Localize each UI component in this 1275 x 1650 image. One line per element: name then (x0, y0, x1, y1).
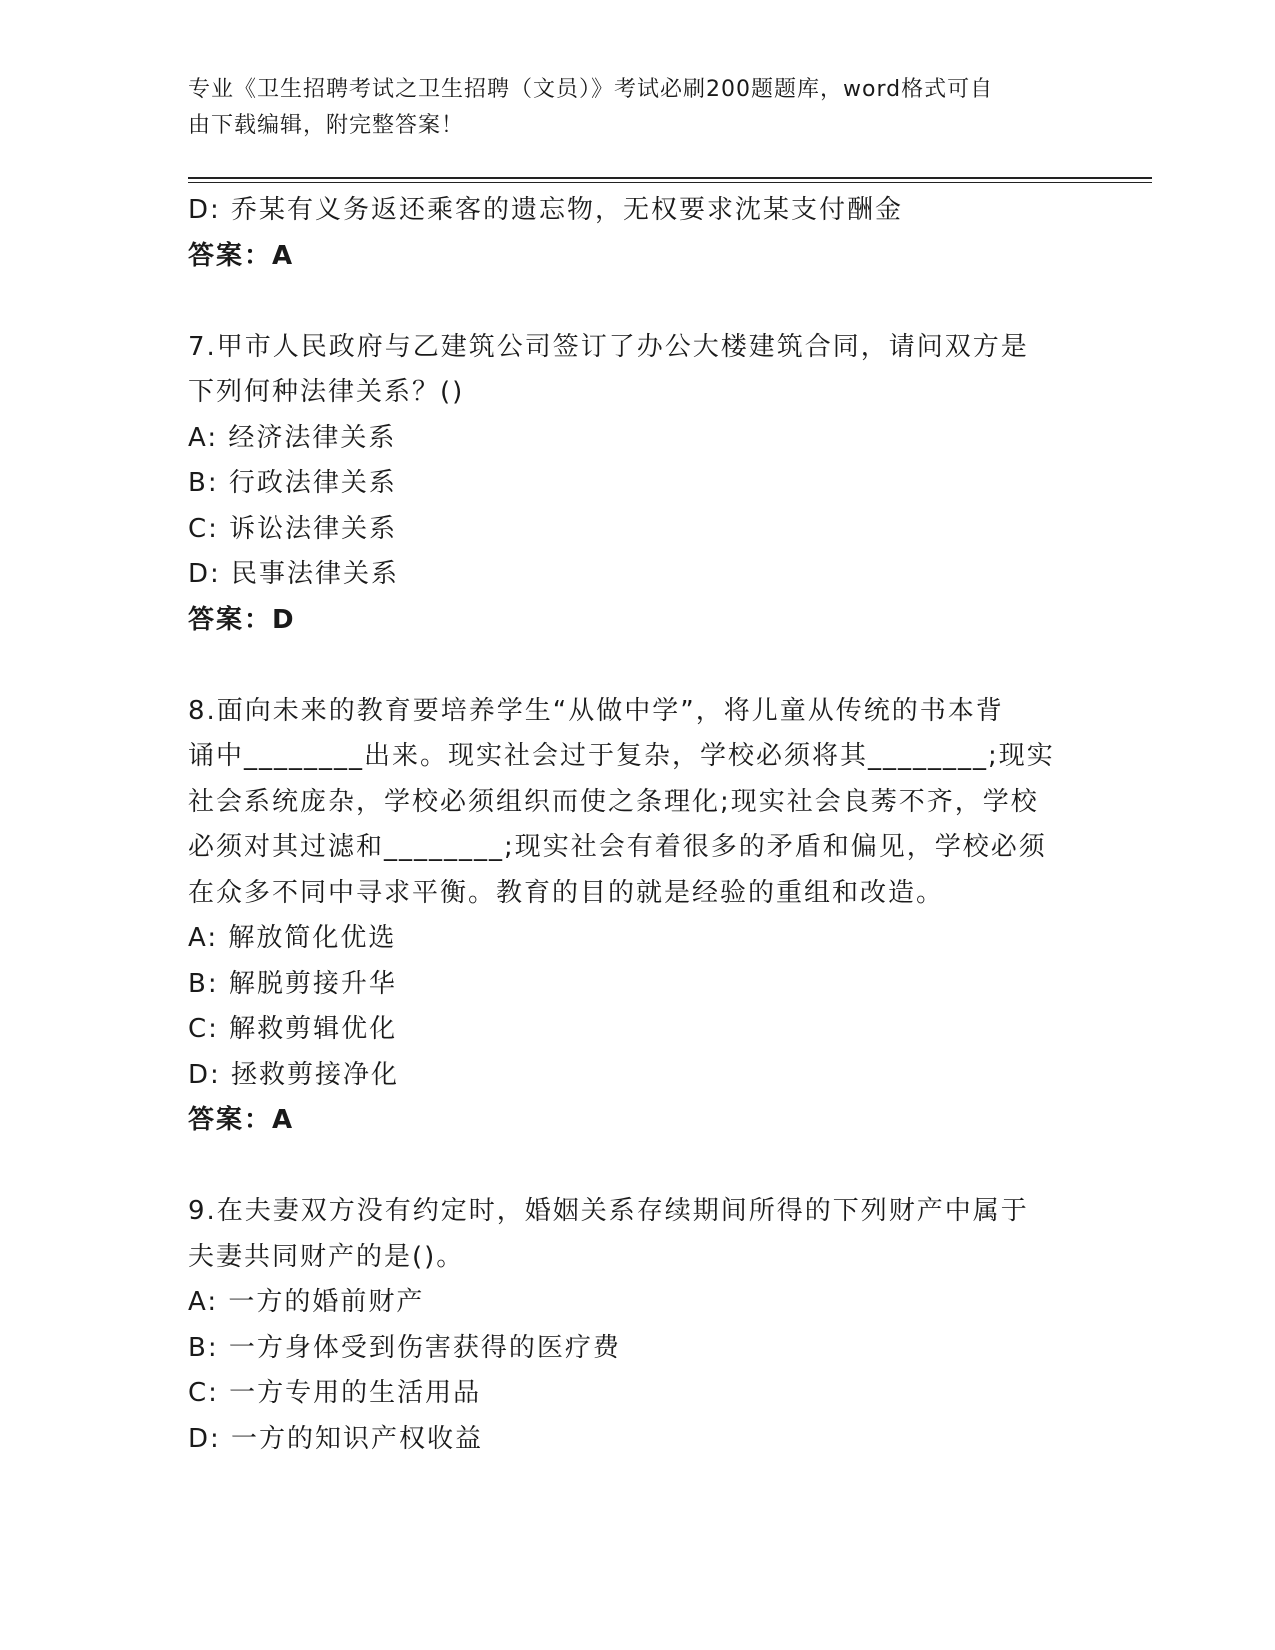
question-stem: 夫妻共同财产的是()。 (188, 1241, 465, 1272)
spacer (188, 643, 1088, 689)
option-d: D: 乔某有义务返还乘客的遗忘物，无权要求沈某支付酬金 (188, 195, 904, 225)
question-stem: 社会系统庞杂，学校必须组织而使之条理化;现实社会良莠不齐，学校 (188, 786, 1039, 817)
document-header (188, 72, 1078, 144)
spacer (188, 1144, 1088, 1190)
option-c: C: 解救剪辑优化 (188, 1014, 398, 1044)
option-c: C: 一方专用的生活用品 (188, 1378, 482, 1408)
option-d: D: 一方的知识产权收益 (188, 1423, 484, 1454)
option-a: A: 一方的婚前财产 (188, 1287, 425, 1317)
answer-line: 答案：D (188, 604, 296, 635)
question-stem: 9.在夫妻双方没有约定时，婚姻关系存续期间所得的下列财产中属于 (188, 1196, 1029, 1226)
answer-line: 答案：A (188, 240, 295, 271)
option-d: D: 拯救剪接净化 (188, 1059, 400, 1090)
question-9 (188, 1189, 1088, 1462)
option-d: D: 民事法律关系 (188, 559, 400, 589)
option-b: B: 行政法律关系 (188, 468, 397, 498)
option-b: B: 一方身体受到伤害获得的医疗费 (188, 1332, 621, 1363)
question-content (188, 188, 1088, 1462)
option-c: C: 诉讼法律关系 (188, 513, 398, 544)
header-line-1: 专业《卫生招聘考试之卫生招聘（文员）》考试必刷200题题库，word格式可自 (188, 77, 994, 102)
spacer (188, 279, 1088, 325)
question-stem: 诵中________出来。现实社会过于复杂，学校必须将其________;现实 (188, 741, 1055, 771)
option-a: A: 经济法律关系 (188, 422, 397, 453)
question-stem: 在众多不同中寻求平衡。教育的目的就是经验的重组和改造。 (188, 877, 945, 908)
option-b: B: 解脱剪接升华 (188, 968, 397, 999)
header-line-2: 由下载编辑，附完整答案！ (188, 113, 465, 138)
question-7 (188, 325, 1088, 644)
answer-line: 答案：A (188, 1105, 295, 1135)
header-rule-thick (188, 177, 1152, 179)
header-rule-thin (188, 182, 1152, 183)
question-stem: 8.面向未来的教育要培养学生“从做中学”，将儿童从传统的书本背 (188, 695, 1004, 726)
prev-question-tail (188, 188, 1088, 279)
question-8 (188, 689, 1088, 1144)
question-stem: 7.甲市人民政府与乙建筑公司签订了办公大楼建筑合同，请问双方是 (188, 331, 1029, 362)
question-stem: 必须对其过滤和________;现实社会有着很多的矛盾和偏见，学校必须 (188, 832, 1047, 862)
question-stem: 下列何种法律关系？() (188, 377, 465, 407)
option-a: A: 解放简化优选 (188, 923, 397, 953)
